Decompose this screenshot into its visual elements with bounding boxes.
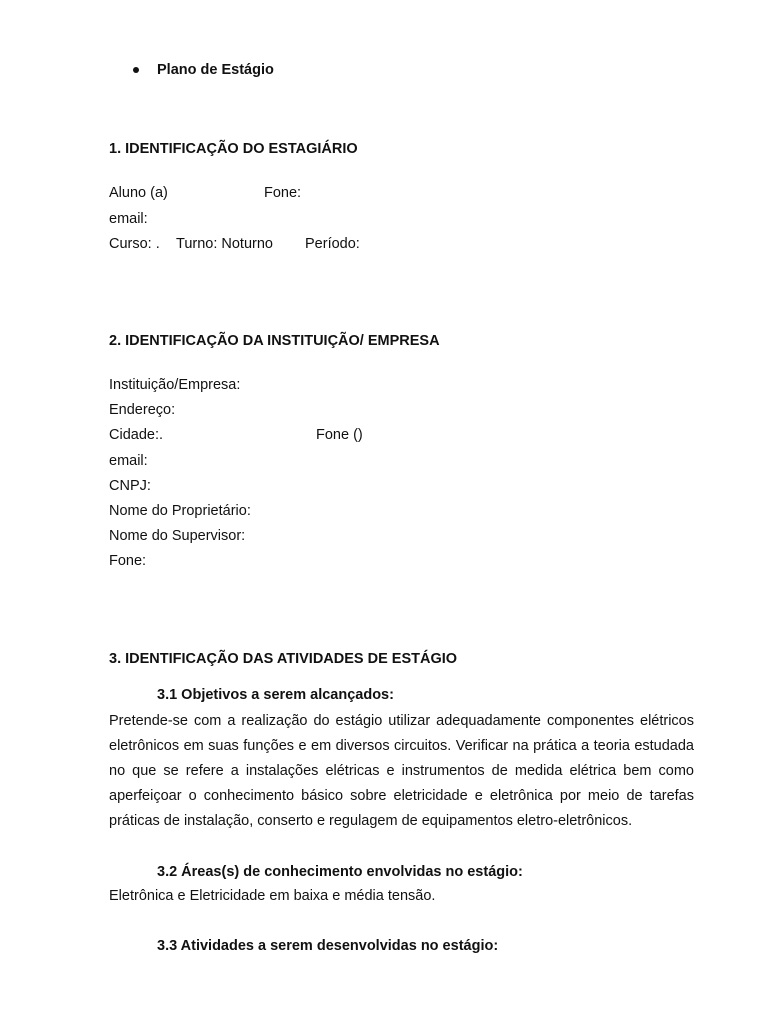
empresa-fone-label: Fone: bbox=[109, 553, 147, 569]
bullet-icon bbox=[133, 67, 139, 73]
endereco-label: Endereço: bbox=[109, 402, 176, 418]
areas-subheading: 3.2 Áreas(s) de conhecimento envolvidas no estágio: bbox=[157, 864, 523, 880]
cidade-label: Cidade:. bbox=[109, 427, 164, 443]
periodo-label: Período: bbox=[305, 236, 360, 252]
section3-heading: 3. IDENTIFICAÇÃO DAS ATIVIDADES DE ESTÁGIO bbox=[109, 651, 458, 667]
section1-heading: 1. IDENTIFICAÇÃO DO ESTAGIÁRIO bbox=[109, 141, 358, 157]
objetivos-paragraph: Pretende-se com a realização do estágio utilizar adequadamente componentes elétricos eletrônicos em suas funções e em diversos circuitos. Verificar na prática a teoria estudada no que se refere a instalações elétricas e instrumentos de medida elétrica bem como aperfeiçoar o conhecimento básico sobre eletricidade e eletrônica por meio de tarefas práticas de instalação, conserto e regulagem de equipamentos eletro-eletrônicos. bbox=[109, 713, 694, 829]
instituicao-label: Instituição/Empresa: bbox=[109, 377, 241, 393]
atividades-subheading: 3.3 Atividades a serem desenvolvidas no estágio: bbox=[157, 938, 499, 954]
plan-title: Plano de Estágio bbox=[157, 62, 274, 78]
proprietario-label: Nome do Proprietário: bbox=[109, 503, 251, 519]
turno-label: Turno: Noturno bbox=[176, 236, 273, 252]
aluno-fone-label: Fone: bbox=[264, 185, 302, 201]
curso-label: Curso: . bbox=[109, 236, 160, 252]
empresa-email-label: email: bbox=[109, 453, 148, 469]
empresa-fone-area-label: Fone () bbox=[316, 427, 363, 443]
supervisor-label: Nome do Supervisor: bbox=[109, 528, 246, 544]
section2-heading: 2. IDENTIFICAÇÃO DA INSTITUIÇÃO/ EMPRESA bbox=[109, 333, 440, 349]
aluno-email-label: email: bbox=[109, 211, 148, 227]
cnpj-label: CNPJ: bbox=[109, 478, 151, 494]
areas-text: Eletrônica e Eletricidade em baixa e média tensão. bbox=[109, 888, 436, 904]
objetivos-subheading: 3.1 Objetivos a serem alcançados: bbox=[157, 687, 394, 703]
aluno-label: Aluno (a) bbox=[109, 185, 168, 201]
